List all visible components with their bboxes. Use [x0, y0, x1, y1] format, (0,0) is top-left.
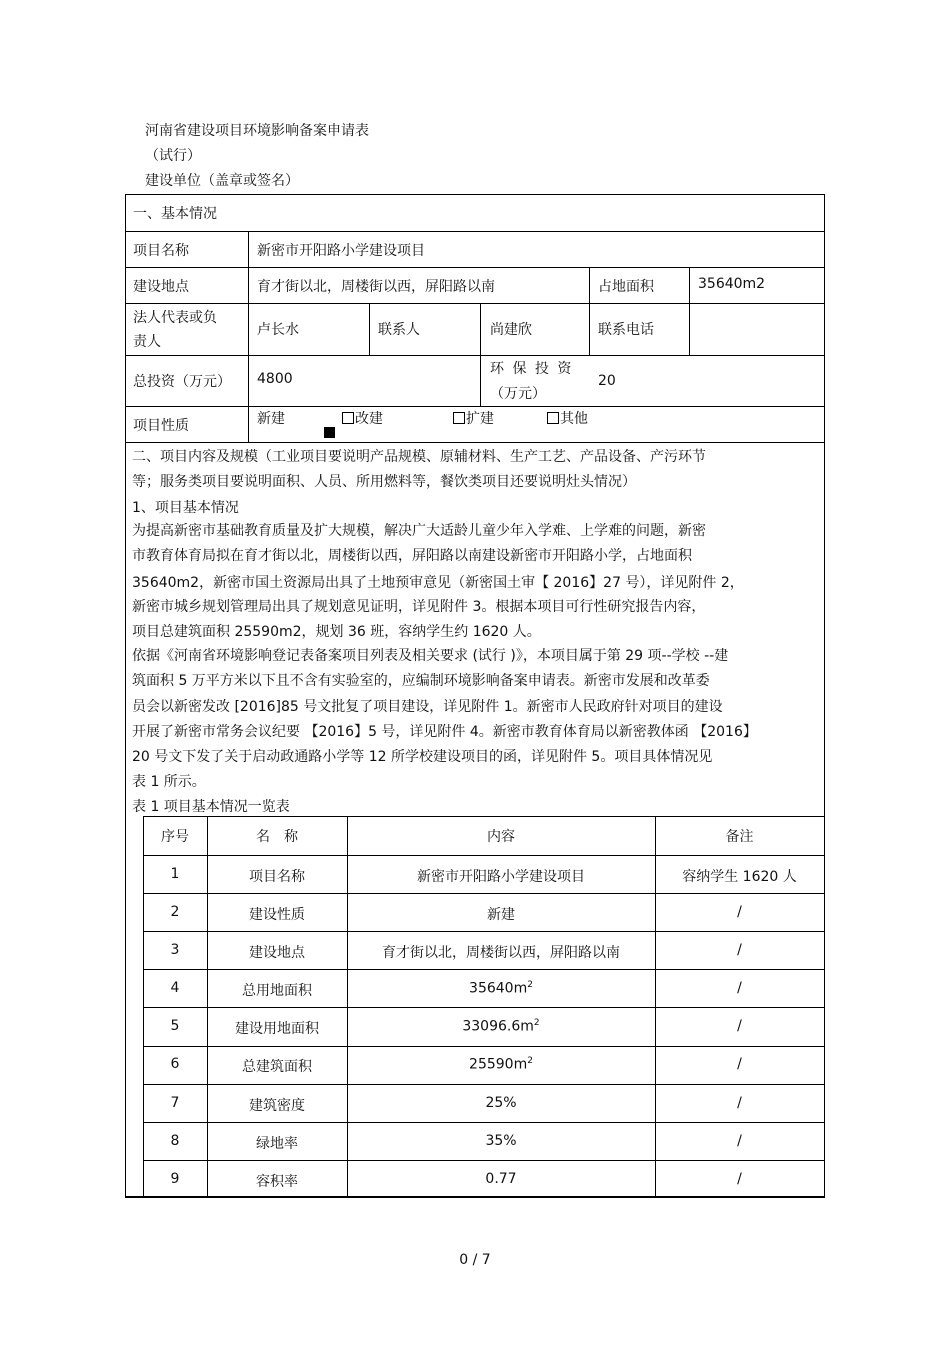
table-cell-no — [143, 942, 207, 958]
table-cell-text: 绿地率 — [256, 1136, 298, 1152]
table-cell-no — [143, 904, 207, 920]
table-cell-note — [655, 1133, 824, 1149]
table-cell-name — [207, 980, 347, 1000]
table-cell-content — [347, 1018, 655, 1035]
total-investment-label: 总投资（万元） — [133, 374, 231, 390]
nature-option-other: 其他 — [547, 408, 588, 428]
legal-rep-label-line2: 责人 — [133, 334, 161, 350]
table-cell-no — [143, 1056, 207, 1072]
body-line: 开展了新密市常务会议纪要 【2016】5 号，详见附件 4。新密市教育体育局以新密教体函 【2016】 — [132, 724, 757, 740]
table-cell-note — [655, 1056, 824, 1072]
table-cell-no — [143, 1171, 207, 1187]
superscript: 2 — [533, 1018, 540, 1028]
body-line: 表 1 所示。 — [132, 774, 206, 790]
table-cell-text: 总用地面积 — [242, 983, 312, 999]
table-cell-text: 建筑密度 — [249, 1098, 305, 1114]
table-cell-no — [143, 866, 207, 882]
body-line: 35640m2，新密市国土资源局出具了土地预审意见（新密国土审【 2016】27 号），详见附件 2， — [132, 575, 744, 591]
table-cell-text: 9 — [170, 1171, 180, 1187]
table-cell-no — [143, 1018, 207, 1034]
location-label: 建设地点 — [133, 279, 189, 295]
table-cell-text: 25% — [485, 1095, 517, 1111]
body-line: 新密市城乡规划管理局出具了规划意见证明，详见附件 3。根据本项目可行性研究报告内容， — [132, 599, 706, 615]
project-nature-label: 项目性质 — [133, 418, 189, 434]
contact-value: 尚建欣 — [490, 322, 532, 338]
table-cell-name — [207, 1056, 347, 1076]
env-investment-label-line2: （万元） — [490, 386, 546, 402]
env-investment-label-line1: 环 保 投 资 — [490, 361, 574, 377]
superscript: 2 — [527, 980, 533, 990]
table-cell-text: / — [737, 980, 742, 996]
nature-option-expand: 扩建 — [453, 408, 494, 428]
table-cell-name — [207, 1133, 347, 1153]
project-name-value: 新密市开阳路小学建设项目 — [257, 243, 425, 259]
form-title: 河南省建设项目环境影响备案申请表 — [145, 123, 369, 139]
table-cell-no — [143, 1133, 207, 1149]
form-trial-note: （试行） — [145, 148, 201, 164]
section1-heading: 一、基本情况 — [133, 206, 217, 222]
checked-box-icon — [324, 427, 335, 438]
location-value: 育才街以北，周楼街以西，屏阳路以南 — [257, 279, 495, 295]
table-cell-text: / — [737, 1056, 742, 1072]
table-cell-text: 5 — [170, 1018, 180, 1034]
checkbox-icon — [453, 412, 465, 424]
table-cell-note — [655, 1095, 824, 1111]
legal-rep-label-line1: 法人代表或负 — [133, 310, 217, 326]
body-line: 筑面积 5 万平方米以下且不含有实验室的，应编制环境影响备案申请表。新密市发展和改革委 — [132, 673, 710, 689]
table-cell-text: 33096.6m — [462, 1018, 534, 1035]
table-cell-name — [207, 1095, 347, 1115]
table-cell-content — [347, 1095, 655, 1111]
nature-option-rebuild: 改建 — [342, 408, 383, 428]
table-cell-no — [143, 980, 207, 996]
table-cell-text: 新密市开阳路小学建设项目 — [417, 869, 585, 885]
table-cell-content — [347, 866, 655, 886]
table-cell-content — [347, 1056, 655, 1073]
table-cell-name — [207, 1171, 347, 1191]
total-investment-value: 4800 — [257, 371, 293, 387]
table-cell-text: 容积率 — [256, 1174, 298, 1190]
nature-option-new: 新建 — [257, 411, 285, 427]
table-cell-note — [655, 866, 824, 886]
table-cell-content — [347, 1171, 655, 1187]
table-cell-text: 35640m — [469, 980, 528, 997]
col-header-content: 内容 — [487, 829, 515, 845]
col-header-no: 序号 — [161, 829, 189, 845]
table-cell-content — [347, 1133, 655, 1149]
table-cell-text: / — [737, 942, 742, 958]
body-line: 20 号文下发了关于启动政通路小学等 12 所学校建设项目的函，详见附件 5。项目具体情况见 — [132, 749, 713, 765]
table-cell-text: 建设性质 — [249, 907, 305, 923]
table-cell-text: 3 — [170, 942, 180, 958]
body-line: 市教育体育局拟在育才街以北，周楼街以西，屏阳路以南建设新密市开阳路小学，占地面积 — [132, 548, 692, 564]
table-cell-note — [655, 942, 824, 958]
contact-label: 联系人 — [378, 322, 420, 338]
col-header-name: 名 称 — [256, 829, 298, 845]
body-line: 为提高新密市基础教育质量及扩大规模，解决广大适龄儿童少年入学难、上学难的问题，新密 — [132, 523, 706, 539]
table-cell-text: 容纳学生 1620 人 — [682, 869, 797, 885]
env-investment-value: 20 — [598, 373, 616, 389]
table-cell-text: 7 — [170, 1095, 180, 1111]
col-header-note: 备注 — [725, 829, 754, 845]
table-cell-note — [655, 904, 824, 920]
section2-heading-line2: 等；服务类项目要说明面积、人员、所用燃料等，餐饮类项目还要说明灶头情况） — [132, 474, 636, 490]
table-cell-text: 项目名称 — [249, 869, 305, 885]
table-cell-text: 建设用地面积 — [235, 1021, 319, 1037]
table-cell-text: 35% — [485, 1133, 517, 1149]
table-cell-text: 育才街以北，周楼街以西，屏阳路以南 — [382, 945, 620, 961]
table-cell-text: 8 — [170, 1133, 180, 1149]
superscript: 2 — [527, 1056, 533, 1066]
legal-rep-value: 卢长水 — [257, 322, 299, 338]
table-cell-text: 1 — [170, 866, 180, 882]
checkbox-icon — [547, 412, 559, 424]
table-cell-text: 6 — [170, 1056, 180, 1072]
body-line: 项目总建筑面积 25590m2，规划 36 班，容纳学生约 1620 人。 — [132, 624, 541, 640]
table-cell-name — [207, 866, 347, 886]
checkbox-icon — [342, 412, 354, 424]
table-cell-content — [347, 980, 655, 997]
section2-heading-line1: 二、项目内容及规模（工业项目要说明产品规模、原辅材料、生产工艺、产品设备、产污环节 — [132, 449, 706, 465]
table-cell-note — [655, 1018, 824, 1034]
table-cell-note — [655, 1171, 824, 1187]
table-cell-no — [143, 1095, 207, 1111]
table-cell-name — [207, 1018, 347, 1038]
table-cell-text: / — [737, 1095, 742, 1111]
table-cell-text: 0.77 — [485, 1171, 517, 1187]
table-cell-text: 25590m — [469, 1056, 528, 1073]
table-cell-text: 新建 — [487, 907, 515, 923]
table-cell-note — [655, 980, 824, 996]
table-cell-text: 总建筑面积 — [242, 1059, 312, 1075]
table-cell-text: 建设地点 — [249, 945, 305, 961]
table-cell-name — [207, 904, 347, 924]
body-line: 依据《河南省环境影响登记表备案项目列表及相关要求 (试行 )》，本项目属于第 29 项--学校 --建 — [132, 648, 729, 664]
table-caption: 表 1 项目基本情况一览表 — [132, 799, 290, 815]
table-cell-text: / — [737, 1171, 742, 1187]
area-label: 占地面积 — [598, 279, 654, 295]
phone-label: 联系电话 — [598, 322, 654, 338]
project-name-label: 项目名称 — [133, 243, 189, 259]
table-cell-text: 4 — [170, 980, 180, 996]
area-value: 35640m2 — [698, 276, 766, 292]
page-number: 0 / 7 — [459, 1252, 491, 1268]
table-cell-content — [347, 904, 655, 924]
construction-unit-label: 建设单位（盖章或签名） — [145, 173, 299, 189]
table-cell-content — [347, 942, 655, 962]
section2-subheading: 1、项目基本情况 — [132, 500, 239, 516]
body-line: 员会以新密发改 [2016]85 号文批复了项目建设，详见附件 1。新密市人民政府针对项目的建设 — [132, 699, 723, 715]
table-cell-text: 2 — [170, 904, 180, 920]
table-cell-text: / — [737, 1133, 742, 1149]
table-cell-text: / — [737, 1018, 742, 1034]
table-cell-text: / — [737, 904, 742, 920]
table-cell-name — [207, 942, 347, 962]
